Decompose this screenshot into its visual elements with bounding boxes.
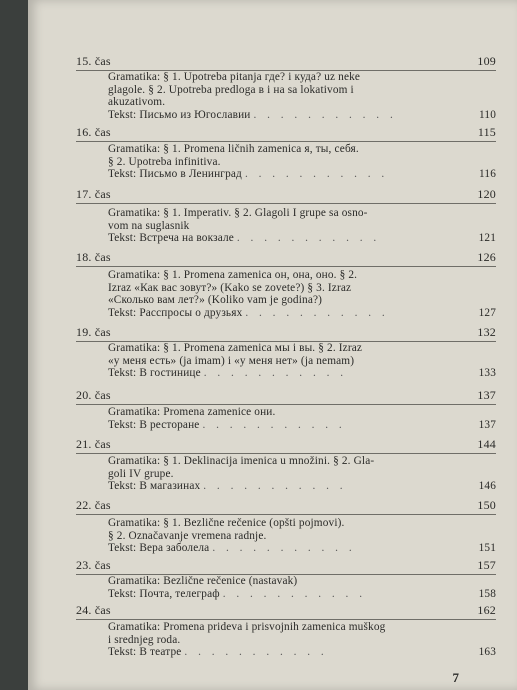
grammar-line: Gramatika: § 1. Imperativ. § 2. Glagoli I grupe sa osno-	[108, 207, 368, 219]
lesson-title: 20. čas	[76, 388, 111, 402]
leader-dots: . . . . . . . . . . .	[203, 367, 348, 380]
lesson-page-number: 144	[477, 437, 496, 451]
lesson-entry	[76, 603, 496, 659]
text-line	[108, 367, 496, 380]
leader-dots: . . . . . . . . . . .	[212, 542, 356, 555]
grammar-line: § 2. Upotreba infinitiva.	[108, 155, 221, 168]
grammar-line: «у меня есть» (ja imam) i «у меня нет» (ja nemam)	[108, 354, 355, 367]
lesson-heading	[76, 558, 496, 574]
text-line	[108, 542, 496, 555]
divider	[76, 203, 496, 204]
lesson-entry	[76, 250, 496, 319]
leader-dots: . . . . . . . . . . .	[203, 480, 347, 493]
lesson-title: 18. čas	[76, 250, 111, 264]
grammar-line: Gramatika: § 1. Bezlične rečenice (opšti pojmovi).	[108, 517, 345, 529]
text-line	[108, 646, 496, 659]
text-line	[108, 418, 496, 432]
lesson-heading	[76, 54, 496, 70]
grammar-line: Gramatika: Promena zamenice они.	[108, 406, 276, 418]
leader-dots: . . . . . . . . . . .	[244, 168, 389, 181]
lesson-entry	[76, 325, 496, 380]
grammar-line: Izraz «Как вас зовут?» (Kako se zovete?) § 3. Izraz	[108, 281, 352, 294]
text-page-number: 116	[479, 168, 496, 181]
divider	[76, 619, 496, 620]
lesson-entry	[76, 54, 496, 121]
lesson-page-number: 109	[477, 54, 496, 68]
leader-dots: . . . . . . . . . . .	[222, 587, 367, 600]
text-page-number: 158	[478, 587, 496, 600]
leader-dots: . . . . . . . . . . .	[184, 646, 328, 659]
leader-dots: . . . . . . . . . . .	[202, 418, 346, 431]
lesson-body	[108, 269, 496, 319]
lesson-body	[108, 406, 496, 431]
lesson-page-number: 126	[477, 250, 496, 264]
lesson-page-number: 115	[477, 125, 496, 139]
leader-dots: . . . . . . . . . . .	[245, 306, 389, 319]
grammar-line: Gramatika: Promena prideva i prisvojnih zamenica muškog	[108, 621, 386, 633]
book-page	[28, 0, 517, 690]
grammar-line: glagole. § 2. Upotreba predloga в i на sa lokativom i	[108, 83, 354, 96]
grammar-line: i srednjeg roda.	[108, 633, 181, 646]
lesson-page-number: 132	[477, 325, 496, 339]
divider	[76, 514, 496, 515]
grammar-line: Gramatika: § 1. Deklinacija imenica u množini. § 2. Gla-	[108, 455, 375, 467]
lesson-heading	[76, 125, 496, 141]
text-title: Tekst: В театре	[108, 646, 182, 659]
lesson-heading	[76, 498, 496, 514]
lesson-body	[108, 455, 496, 493]
lesson-entry	[76, 498, 496, 555]
text-title: Tekst: Письмо из Югославии	[108, 108, 251, 121]
text-page-number: 110	[479, 108, 496, 121]
divider	[76, 404, 496, 405]
lesson-title: 24. čas	[76, 603, 111, 617]
text-line	[108, 232, 496, 245]
lesson-title: 22. čas	[76, 498, 111, 512]
text-page-number: 146	[478, 480, 496, 493]
page-number-footer: 7	[452, 670, 459, 685]
text-page-number: 137	[478, 418, 496, 431]
text-page-number: 151	[478, 542, 496, 555]
grammar-line: Gramatika: § 1. Promena ličnih zamenica я, ты, себя.	[108, 143, 359, 155]
grammar-line: § 2. Označavanje vremena radnje.	[108, 529, 267, 542]
text-page-number: 121	[478, 232, 496, 245]
lesson-entry	[76, 437, 496, 493]
lesson-title: 16. čas	[76, 125, 111, 139]
text-title: Tekst: В магазинах	[108, 480, 201, 493]
lesson-entry	[76, 388, 496, 431]
text-page-number: 163	[478, 646, 496, 659]
lesson-heading	[76, 437, 496, 453]
lesson-entry	[76, 558, 496, 600]
lesson-body	[108, 575, 496, 600]
grammar-line: vom na suglasnik	[108, 219, 190, 232]
lesson-heading	[76, 250, 496, 266]
text-page-number: 133	[478, 367, 496, 380]
grammar-line: Gramatika: Bezlične rečenice (nastavak)	[108, 575, 298, 587]
leader-dots: . . . . . . . . . . .	[253, 108, 397, 121]
lesson-title: 23. čas	[76, 558, 111, 572]
lesson-heading	[76, 388, 496, 404]
text-title: Tekst: Вера заболела	[108, 542, 210, 555]
lesson-page-number: 137	[477, 388, 496, 402]
text-title: Tekst: В ресторане	[108, 418, 200, 431]
lesson-page-number: 120	[477, 187, 496, 201]
text-title: Tekst: Письмо в Ленинград	[108, 168, 242, 181]
lesson-body	[108, 143, 496, 181]
grammar-line: akuzativom.	[108, 96, 166, 109]
grammar-line: Gramatika: § 1. Upotreba pitanja где? i куда? uz neke	[108, 71, 361, 83]
lesson-entry	[76, 187, 496, 245]
lesson-page-number: 162	[477, 603, 496, 617]
lesson-heading	[76, 325, 496, 341]
divider	[76, 141, 496, 142]
lesson-page-number: 150	[477, 498, 496, 512]
lesson-page-number: 157	[477, 558, 496, 572]
lesson-entry	[76, 125, 496, 181]
lesson-title: 17. čas	[76, 187, 111, 201]
divider	[76, 453, 496, 454]
text-title: Tekst: В гостинице	[108, 367, 201, 380]
grammar-line: Gramatika: § 1. Promena zamenica он, она, оно. § 2.	[108, 269, 358, 281]
text-line	[108, 168, 496, 181]
grammar-line: goli IV grupe.	[108, 467, 174, 480]
divider	[76, 266, 496, 267]
leader-dots: . . . . . . . . . . .	[236, 232, 381, 245]
lesson-title: 15. čas	[76, 54, 111, 68]
lesson-heading	[76, 187, 496, 203]
grammar-line: «Сколько вам лет?» (Koliko vam je godina?)	[108, 294, 323, 307]
lesson-body	[108, 207, 496, 245]
grammar-line: Gramatika: § 1. Promena zamenica мы i вы. § 2. Izraz	[108, 342, 363, 354]
text-line	[108, 306, 496, 320]
text-line	[108, 480, 496, 493]
lesson-body	[108, 621, 496, 659]
text-title: Tekst: Почта, телеграф	[108, 587, 220, 600]
lesson-title: 21. čas	[76, 437, 111, 451]
text-page-number: 127	[478, 306, 496, 319]
lesson-body	[108, 517, 496, 555]
lesson-title: 19. čas	[76, 325, 111, 339]
text-line	[108, 587, 496, 601]
lesson-body	[108, 342, 496, 380]
text-title: Tekst: Расспросы о друзьях	[108, 306, 243, 319]
text-title: Tekst: Встреча на вокзале	[108, 232, 234, 245]
text-line	[108, 108, 496, 122]
lesson-body	[108, 71, 496, 121]
lesson-heading	[76, 603, 496, 619]
